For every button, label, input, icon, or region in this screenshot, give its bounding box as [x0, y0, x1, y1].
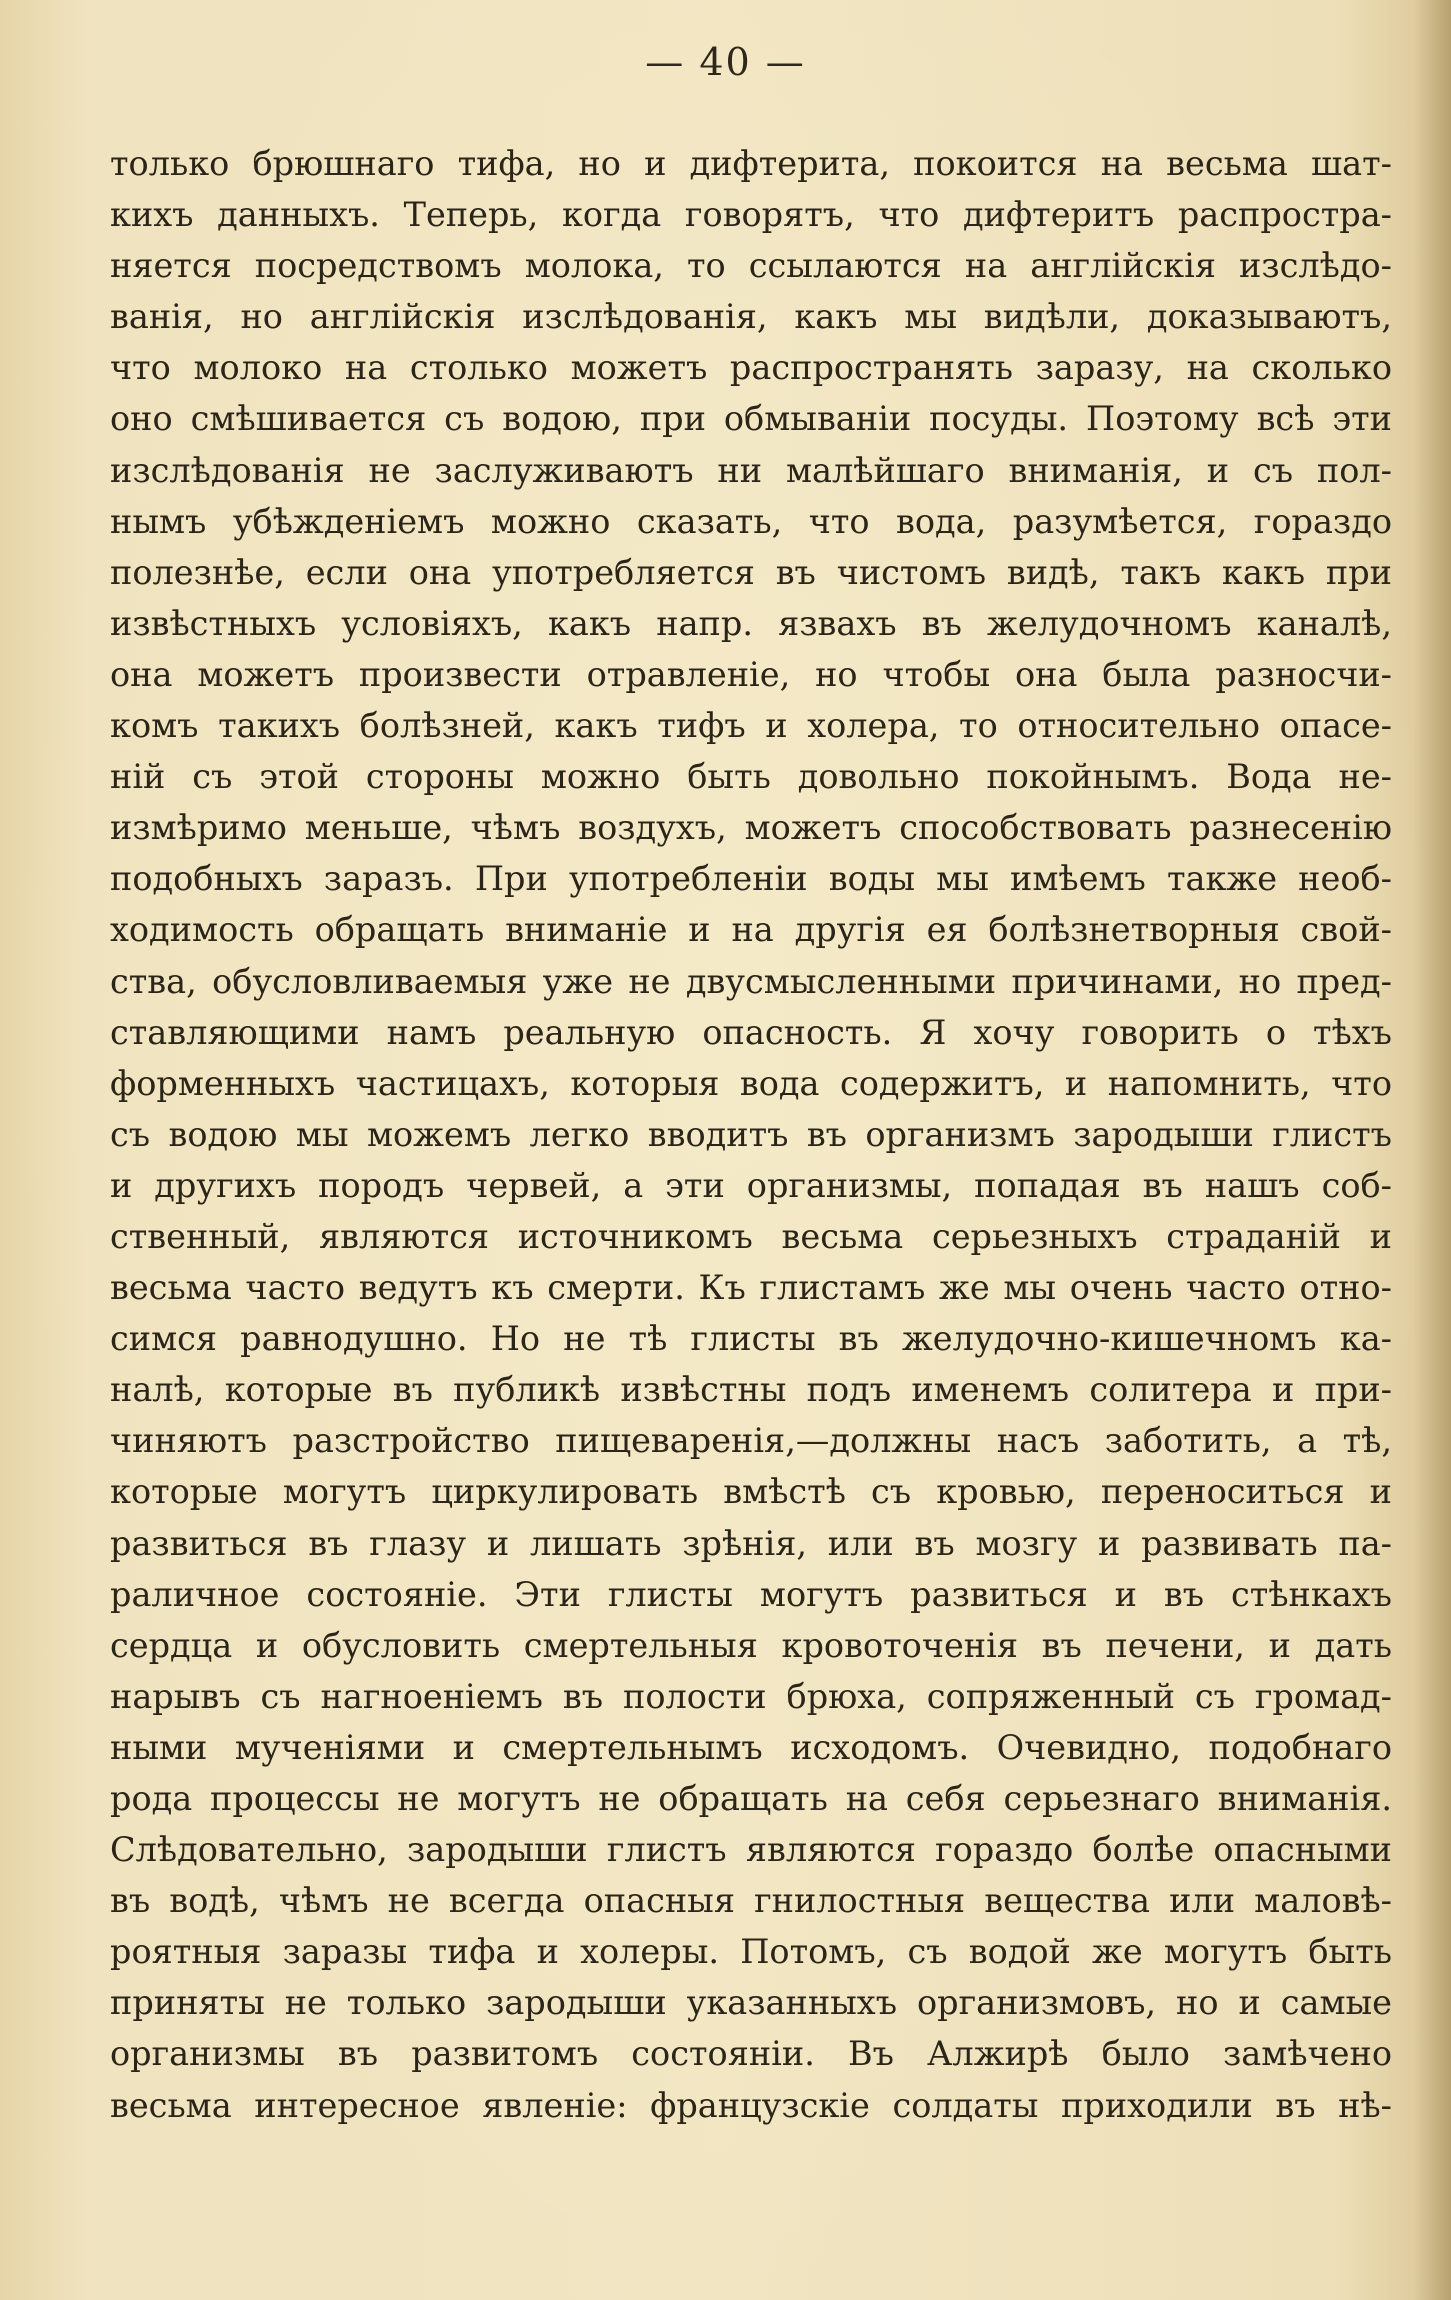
- text-line: кихъ данныхъ. Теперь, когда говорятъ, что дифтеритъ распростра-: [110, 195, 1392, 235]
- text-line: ходимость обращать вниманіе и на другія ея болѣзнетворныя свой-: [110, 910, 1392, 950]
- page-number: — 40 —: [645, 40, 806, 84]
- text-line: изслѣдованія не заслуживаютъ ни малѣйшаго вниманія, и съ пол-: [110, 450, 1392, 490]
- text-line: ній съ этой стороны можно быть довольно покойнымъ. Вода не-: [110, 757, 1392, 797]
- text-line: весьма часто ведутъ къ смерти. Къ глистамъ же мы очень часто отно-: [110, 1268, 1392, 1308]
- text-line: извѣстныхъ условіяхъ, какъ напр. язвахъ въ желудочномъ каналѣ,: [110, 603, 1392, 643]
- text-line: она можетъ произвести отравленіе, но чтобы она была разносчи-: [110, 654, 1392, 694]
- text-line: и другихъ породъ червей, а эти организмы, попадая въ нашъ соб-: [110, 1165, 1392, 1205]
- text-line: которые могутъ циркулировать вмѣстѣ съ кровью, переноситься и: [110, 1472, 1392, 1512]
- text-line: налѣ, которые въ публикѣ извѣстны подъ именемъ солитера и при-: [110, 1370, 1392, 1410]
- text-line: роятныя заразы тифа и холеры. Потомъ, съ водой же могутъ быть: [110, 1932, 1392, 1972]
- text-line: что молоко на столько можетъ распространять заразу, на сколько: [110, 348, 1392, 388]
- text-line: подобныхъ заразъ. При употребленіи воды мы имѣемъ также необ-: [110, 859, 1392, 899]
- text-line: измѣримо меньше, чѣмъ воздухъ, можетъ способствовать разнесенію: [110, 808, 1392, 848]
- text-line: нарывъ съ нагноеніемъ въ полости брюха, сопряженный съ громад-: [110, 1676, 1392, 1716]
- page-edge-shadow: [1413, 0, 1451, 2300]
- text-line: оно смѣшивается съ водою, при обмываніи посуды. Поэтому всѣ эти: [110, 399, 1392, 439]
- text-line: приняты не только зародыши указанныхъ организмовъ, но и самые: [110, 1983, 1392, 2023]
- text-line: форменныхъ частицахъ, которыя вода содержитъ, и напомнить, что: [110, 1063, 1392, 1103]
- text-line: рода процессы не могутъ не обращать на себя серьезнаго вниманія.: [110, 1779, 1392, 1818]
- text-line: комъ такихъ болѣзней, какъ тифъ и холера, то относительно опасе-: [110, 706, 1392, 746]
- text-line: Слѣдовательно, зародыши глистъ являются гораздо болѣе опасными: [110, 1830, 1392, 1870]
- text-line: развиться въ глазу и лишать зрѣнія, или въ мозгу и развивать па-: [110, 1523, 1392, 1563]
- text-line: съ водою мы можемъ легко вводитъ въ организмъ зародыши глистъ: [110, 1114, 1392, 1154]
- text-line: чиняютъ разстройство пищеваренія,—должны насъ заботить, а тѣ,: [110, 1421, 1392, 1461]
- text-line: ставляющими намъ реальную опасность. Я хочу говорить о тѣхъ: [110, 1012, 1392, 1052]
- text-line: ства, обусловливаемыя уже не двусмысленными причинами, но пред-: [110, 961, 1392, 1001]
- body-text: [110, 138, 1392, 2131]
- text-line: ванія, но англійскія изслѣдованія, какъ мы видѣли, доказываютъ,: [110, 297, 1392, 337]
- text-line: симся равнодушно. Но не тѣ глисты въ желудочно-кишечномъ ка-: [110, 1319, 1392, 1359]
- text-line: организмы въ развитомъ состояніи. Въ Алжирѣ было замѣчено: [110, 2034, 1392, 2074]
- text-line: въ водѣ, чѣмъ не всегда опасныя гнилостныя вещества или маловѣ-: [110, 1881, 1392, 1921]
- text-line: сердца и обусловить смертельныя кровоточенія въ печени, и дать: [110, 1625, 1392, 1665]
- text-line: ственный, являются источникомъ весьма серьезныхъ страданій и: [110, 1216, 1392, 1256]
- text-line: раличное состояніе. Эти глисты могутъ развиться и въ стѣнкахъ: [110, 1574, 1392, 1614]
- text-line: ными мученіями и смертельнымъ исходомъ. Очевидно, подобнаго: [110, 1727, 1392, 1767]
- text-line: полезнѣе, если она употребляется въ чистомъ видѣ, такъ какъ при: [110, 552, 1392, 592]
- text-line: только брюшнаго тифа, но и дифтерита, покоится на весьма шат-: [110, 144, 1392, 183]
- text-line: няется посредствомъ молока, то ссылаются на англійскія изслѣдо-: [110, 246, 1392, 286]
- text-line: нымъ убѣжденіемъ можно сказать, что вода, разумѣется, гораздо: [110, 501, 1392, 541]
- text-line: весьма интересное явленіе: французскіе солдаты приходили въ нѣ-: [110, 2085, 1392, 2125]
